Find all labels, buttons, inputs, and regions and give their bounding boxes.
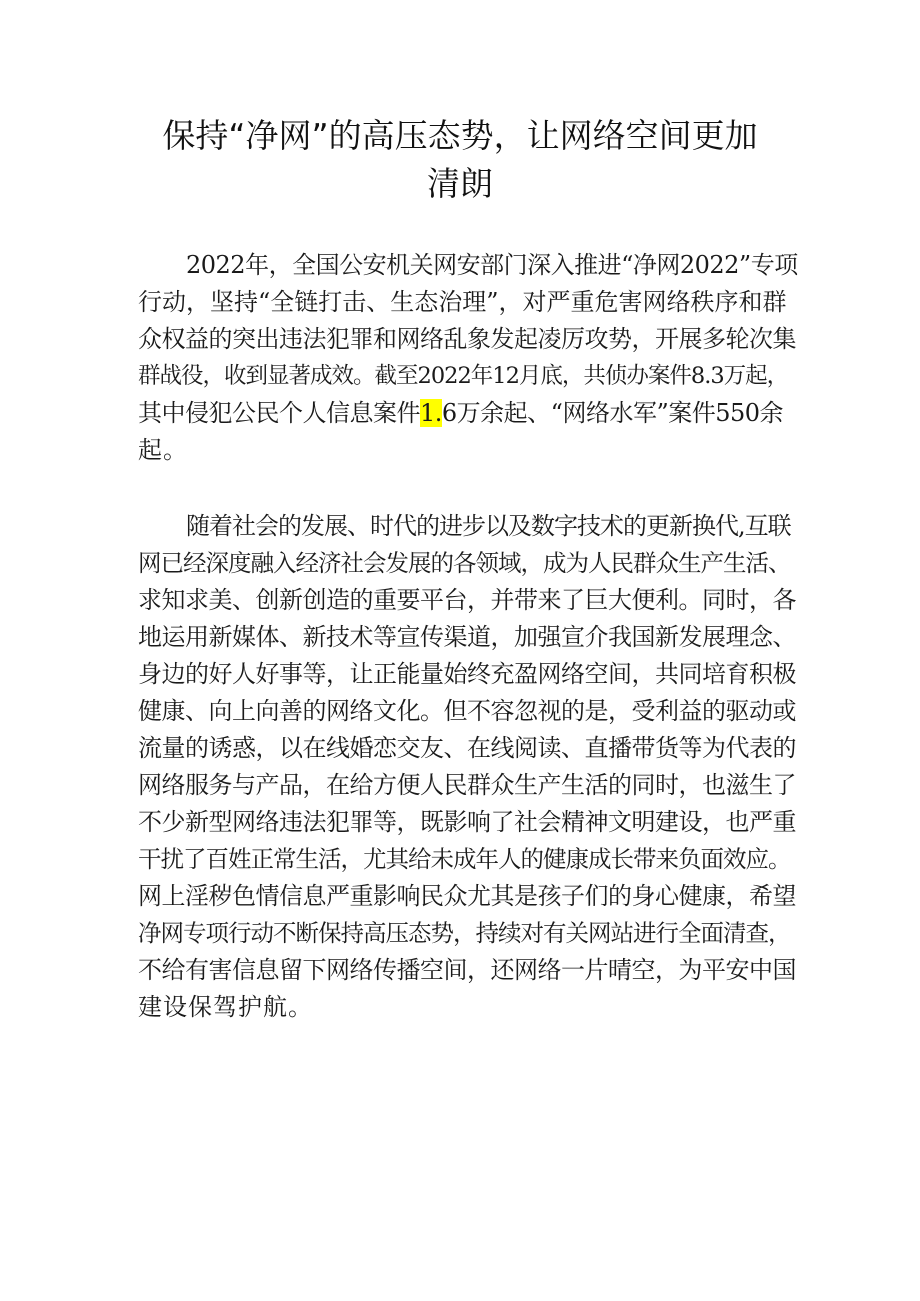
paragraph-2-line-6: 健康、向上向善的网络文化。但不容忽视的是，受利益的驱动或 (138, 697, 796, 725)
paragraph-2-line-3: 求知求美、创新创造的重要平台，并带来了巨大便利。同时，各 (138, 586, 796, 614)
document-title (120, 112, 800, 208)
paragraph-1-line-2: 行动，坚持“全链打击、生态治理”，对严重危害网络秩序和群 (138, 288, 787, 316)
title-line-2: 清朗 (427, 164, 493, 203)
paragraph-2 (138, 508, 798, 1026)
paragraph-2-line-12: 净网专项行动不断保持高压态势，持续对有关网站进行全面清查， (138, 919, 791, 947)
line-5-text-after: 6万余起、“网络水军”案件550余 (441, 399, 784, 427)
paragraph-2-line-9: 不少新型网络违法犯罪等，既影响了社会精神文明建设，也严重 (138, 808, 796, 836)
title-line-1: 保持“净网”的高压态势，让网络空间更加 (162, 116, 758, 155)
paragraph-1-line-1: 2022年，全国公安机关网安部门深入推进“净网2022”专项 (186, 251, 798, 279)
line-5-text-before: 其中侵犯公民个人信息案件 (138, 399, 420, 427)
paragraph-1 (138, 247, 798, 469)
paragraph-1-line-6: 起。 (138, 436, 188, 464)
highlighted-text: 1. (420, 399, 442, 427)
paragraph-2-line-8: 网络服务与产品，在给方便人民群众生产生活的同时，也滋生了 (138, 771, 796, 799)
paragraph-2-line-7: 流量的诱惑，以在线婚恋交友、在线阅读、直播带货等为代表的 (138, 734, 796, 762)
paragraph-1-line-5 (138, 395, 798, 432)
paragraph-2-line-4: 地运用新媒体、新技术等宣传渠道，加强宣介我国新发展理念、 (138, 623, 796, 651)
paragraph-1-line-4: 群战役，收到显著成效。截至2022年12月底，共侦办案件8.3万起， (138, 363, 789, 389)
paragraph-2-line-2: 网已经深度融入经济社会发展的各领域，成为人民群众生产生活、 (138, 549, 791, 577)
paragraph-2-line-14: 建设保驾护航。 (138, 993, 313, 1021)
paragraph-2-line-13: 不给有害信息留下网络传播空间，还网络一片晴空，为平安中国 (138, 956, 796, 984)
paragraph-2-line-1: 随着社会的发展、时代的进步以及数字技术的更新换代,互联 (186, 512, 791, 540)
paragraph-1-line-3: 众权益的突出违法犯罪和网络乱象发起凌厉攻势，开展多轮次集 (138, 325, 796, 353)
paragraph-2-line-11: 网上淫秽色情信息严重影响民众尤其是孩子们的身心健康，希望 (138, 882, 796, 910)
paragraph-2-line-5: 身边的好人好事等，让正能量始终充盈网络空间，共同培育积极 (138, 660, 796, 688)
paragraph-2-line-10: 干扰了百姓正常生活，尤其给未成年人的健康成长带来负面效应。 (138, 845, 791, 873)
